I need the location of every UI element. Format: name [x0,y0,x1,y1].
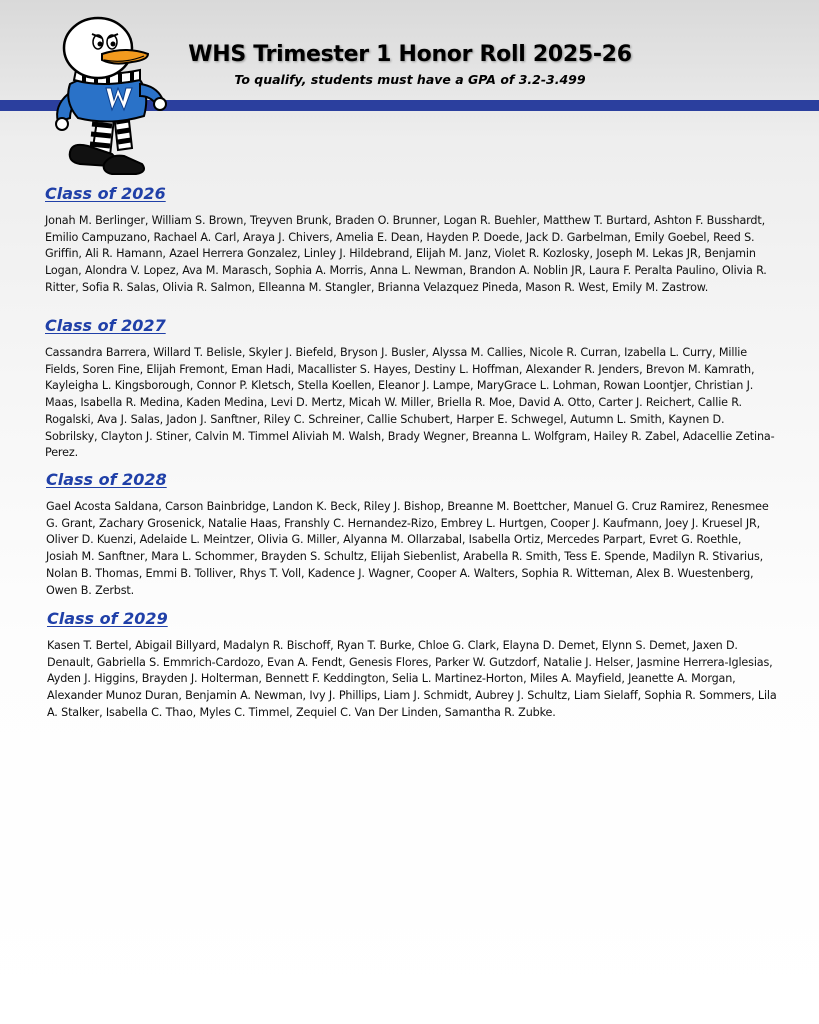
student-names: Jonah M. Berlinger, William S. Brown, Treyven Brunk, Braden O. Brunner, Logan R. Buehler, Matthew T. Burtard, Ashton F. Busshardt, Emilio Campuzano, Rachael A. Carl, Araya J. Chivers, Amelia E. Dean, Hayden P. Doede, Jack D. Garbelman, Emily Goebel, Reed S. Griffin, Ali R. Hamann, Azael Herrera Gonzalez, Linley J. Hildebrand, Elijah M. Janz, Violet R. Kozlosky, Joseph M. Lekas JR, Benjamin Logan, Alondra V. Lopez, Ava M. Marasch, Sophia A. Morris, Anna L. Newman, Brandon A. Noblin JR, Laura F. Peralta Paulino, Olivia R. Ritter, Sofia R. Salas, Olivia R. Salmon, Elleanna M. Stangler, Brianna Velazquez Pineda, Mason R. West, Emily M. Zastrow. [45,214,767,294]
student-names: Kasen T. Bertel, Abigail Billyard, Madalyn R. Bischoff, Ryan T. Burke, Chloe G. Clark, Elayna D. Demet, Elynn S. Demet, Jaxen D. Denault, Gabriella S. Emmrich-Cardozo, Evan A. Fendt, Genesis Flores, Parker W. Gutzdorf, Natalie J. Helser, Jasmine Herrera-Iglesias, Ayden J. Higgins, Brayden J. Holterman, Bennett F. Keddington, Selia L. Martinez-Horton, Miles A. Mayfield, Jeanette A. Morgan, Alexander Munoz Duran, Benjamin A. Newman, Ivy J. Phillips, Liam J. Schmidt, Aubrey J. Schultz, Liam Sielaff, Sophia R. Sommers, Lila A. Stalker, Isabella C. Thao, Myles C. Timmel, Zequiel C. Van Der Linden, Samantha R. Zubke. [47,639,777,719]
section-heading: Class of 2029 [47,609,168,628]
class-section-2028 [46,470,776,599]
class-section-2029 [47,609,777,722]
class-section-2026 [45,184,775,297]
class-section-2027 [45,316,775,462]
student-names: Cassandra Barrera, Willard T. Belisle, Skyler J. Biefeld, Bryson J. Busler, Alyssa M. Callies, Nicole R. Curran, Izabella L. Curry, Millie Fields, Soren Fine, Elijah Fremont, Eman Hadi, Macallister S. Hayes, Destiny L. Hoffman, Alexander R. Jenders, Brevon M. Kamrath, Kayleigha L. Kingsborough, Connor P. Kletsch, Stella Koellen, Eleanor J. Lampe, MaryGrace L. Lohman, Rowan Loontjer, Christian J. Maas, Isabella R. Medina, Kaden Medina, Levi D. Mertz, Micah W. Miller, Briella R. Moe, David A. Otto, Carter J. Reichert, Callie R. Rogalski, Ava J. Salas, Jadon J. Sanftner, Riley C. Schreiner, Callie Schubert, Harper E. Schwegel, Autumn L. Smith, Kaynen D. Sobrilsky, Clayton J. Stiner, Calvin M. Timmel Aliviah M. Walsh, Brady Wegner, Breanna L. Wolfgram, Hailey R. Zabel, Adacellie Zetina-Perez. [45,346,775,460]
page-title: WHS Trimester 1 Honor Roll 2025-26 [188,42,632,67]
page-subtitle: To qualify, students must have a GPA of 3.2-3.499 [234,72,586,87]
student-names: Gael Acosta Saldana, Carson Bainbridge, Landon K. Beck, Riley J. Bishop, Breanne M. Boettcher, Manuel G. Cruz Ramirez, Renesmee G. Grant, Zachary Grosenick, Natalie Haas, Franshly C. Hernandez-Rizo, Embrey L. Hurtgen, Cooper J. Kaufmann, Joey J. Kruesel JR, Oliver D. Kuenzi, Adelaide L. Meintzer, Olivia G. Miller, Alyanna M. Ollarzabal, Isabella Ortiz, Mercedes Parpart, Evret G. Roethle, Josiah M. Sanftner, Mara L. Schommer, Brayden S. Schultz, Elijah Siebenlist, Arabella R. Smith, Tess E. Spende, Madilyn R. Stivarius, Nolan B. Thomas, Emmi B. Tolliver, Rhys T. Voll, Kadence J. Wagner, Cooper A. Walters, Sophia R. Witteman, Alex B. Wuestenberg, Owen B. Zerbst. [46,500,769,597]
section-heading: Class of 2027 [45,316,166,335]
duck-mascot-icon [40,14,180,180]
section-heading: Class of 2026 [45,184,166,203]
section-heading: Class of 2028 [46,470,167,489]
